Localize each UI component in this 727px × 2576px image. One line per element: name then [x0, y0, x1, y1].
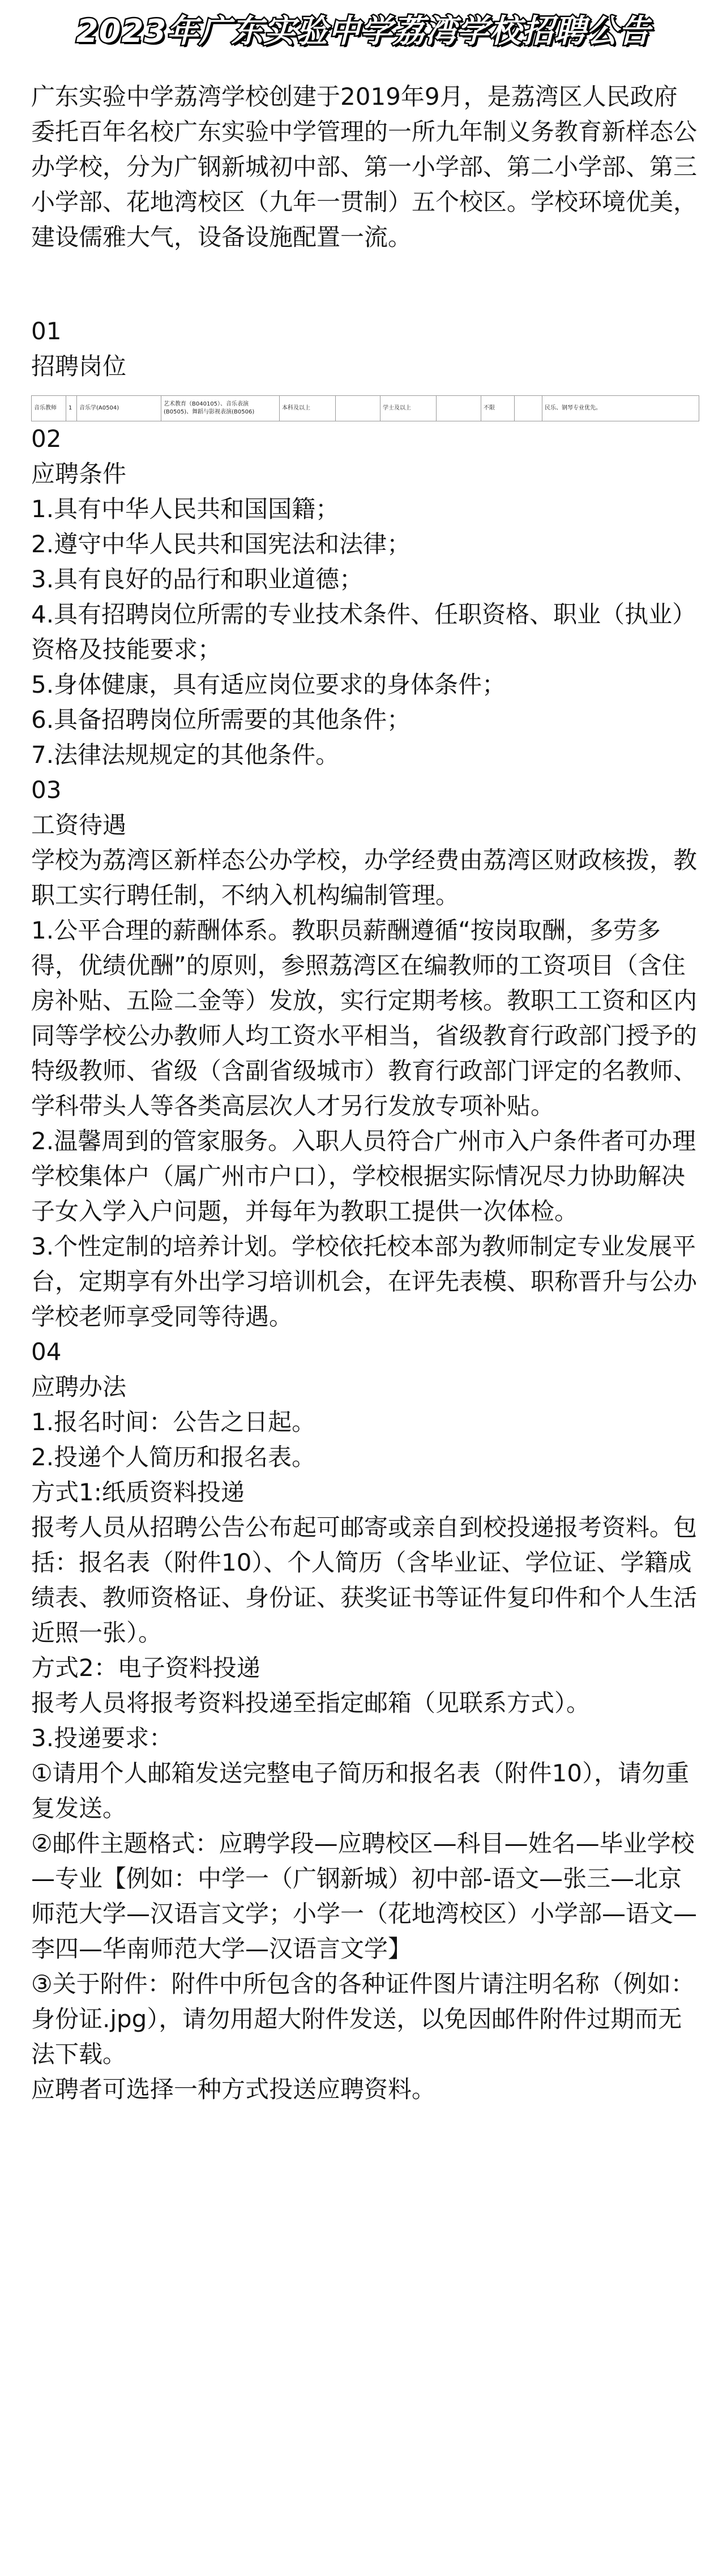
table-cell — [336, 396, 380, 421]
section-number: 03 — [31, 776, 62, 804]
method-line: ③关于附件：附件中所包含的各种证件图片请注明名称（例如：身份证.jpg），请勿用超大附件发送，以免因邮件附件过期而无法下载。 — [31, 1970, 695, 2068]
condition-item: 1.具有中华人民共和国国籍； — [31, 495, 340, 523]
table-cell: 学士及以上 — [380, 396, 437, 421]
section-heading: 应聘办法 — [31, 1373, 127, 1401]
table-cell: 本科及以上 — [280, 396, 336, 421]
table-cell: 音乐学(A0504) — [77, 396, 161, 421]
intro-paragraph: 广东实验中学荔湾学校创建于2019年9月，是荔湾区人民政府委托百年名校广东实验中学管理的一所九年制义务教育新样态公办学校，分为广钢新城初中部、第一小学部、第二小学部、第三小学部、花地湾校区（九年一贯制）五个校区。学校环境优美，建设儒雅大气，设备设施配置一流。 — [31, 83, 698, 251]
jobs-table-wrapper — [31, 395, 699, 421]
article-body — [31, 79, 699, 2107]
method-line: 应聘者可选择一种方式投送应聘资料。 — [31, 2075, 436, 2103]
method-line: 1.报名时间：公告之日起。 — [31, 1408, 316, 1436]
table-cell — [437, 396, 481, 421]
table-row — [32, 396, 699, 421]
condition-item: 4.具有招聘岗位所需的专业技术条件、任职资格、职业（执业）资格及技能要求； — [31, 600, 696, 663]
method-line: 报考人员从招聘公告公布起可邮寄或亲自到校投递报考资料。包括：报名表（附件10）、个人简历（含毕业证、学位证、学籍成绩表、教师资格证、身份证、获奖证书等证件复印件和个人生活近照一张）。 — [31, 1513, 698, 1647]
method-line: ②邮件主题格式：应聘学段—应聘校区—科目—姓名—毕业学校—专业【例如：中学一（广钢新城）初中部-语文—张三—北京师范大学—汉语言文学；小学一（花地湾校区）小学部—语文—李四—华南师范大学—汉语言文学】 — [31, 1829, 698, 1963]
page-title: 2023年广东实验中学荔湾学校招聘公告 — [76, 13, 651, 50]
section-number: 04 — [31, 1338, 62, 1366]
method-line: 方式2：电子资料投递 — [31, 1654, 260, 1682]
method-line: ①请用个人邮箱发送完整电子简历和报名表（附件10），请勿重复发送。 — [31, 1759, 690, 1822]
salary-paragraph: 1.公平合理的薪酬体系。教职员薪酬遵循“按岗取酬，多劳多得，优绩优酬”的原则，参照荔湾区在编教师的工资项目（含住房补贴、五险二金等）发放，实行定期考核。教职工工资和区内同等学校公办教师人均工资水平相当，省级教育行政部门授予的特级教师、省级（含副省级城市）教育行政部门评定的名教师、学科带头人等各类高层次人才另行发放专项补贴。 — [31, 916, 698, 1120]
condition-item: 7.法律法规规定的其他条件。 — [31, 741, 340, 769]
salary-paragraph: 3.个性定制的培养计划。学校依托校本部为教师制定专业发展平台，定期享有外出学习培训机会，在评先表模、职称晋升与公办学校老师享受同等待遇。 — [31, 1232, 698, 1330]
section-number: 01 — [31, 317, 62, 345]
condition-item: 6.具备招聘岗位所需要的其他条件； — [31, 706, 411, 733]
condition-item: 5.身体健康，具有适应岗位要求的身体条件； — [31, 671, 506, 698]
table-cell: 音乐教师 — [32, 396, 66, 421]
table-cell: 艺术教育（B040105）、音乐表演(B0505)、舞蹈与影视表演(B0506) — [161, 396, 280, 421]
condition-item: 2.遵守中华人民共和国宪法和法律； — [31, 530, 411, 558]
jobs-table — [31, 395, 699, 421]
section-heading: 应聘条件 — [31, 460, 127, 488]
table-cell — [515, 396, 542, 421]
section-heading: 工资待遇 — [31, 811, 127, 839]
salary-paragraph: 学校为荔湾区新样态公办学校，办学经费由荔湾区财政核拨，教职工实行聘任制，不纳入机构编制管理。 — [31, 846, 698, 909]
section-number: 02 — [31, 425, 62, 453]
condition-item: 3.具有良好的品行和职业道德； — [31, 565, 364, 593]
section-heading: 招聘岗位 — [31, 352, 127, 380]
method-line: 报考人员将报考资料投递至指定邮箱（见联系方式）。 — [31, 1689, 591, 1717]
method-line: 方式1:纸质资料投递 — [31, 1478, 245, 1506]
method-line: 3.投递要求： — [31, 1724, 173, 1752]
table-cell: 1 — [66, 396, 77, 421]
table-cell: 民乐、钢琴专业优先。 — [542, 396, 699, 421]
method-line: 2.投递个人简历和报名表。 — [31, 1443, 316, 1471]
spacer — [31, 255, 699, 314]
salary-paragraph: 2.温馨周到的管家服务。入职人员符合广州市入户条件者可办理学校集体户（属广州市户口），学校根据实际情况尽力协助解决子女入学入户问题，并每年为教职工提供一次体检。 — [31, 1127, 696, 1225]
table-cell: 不限 — [481, 396, 515, 421]
